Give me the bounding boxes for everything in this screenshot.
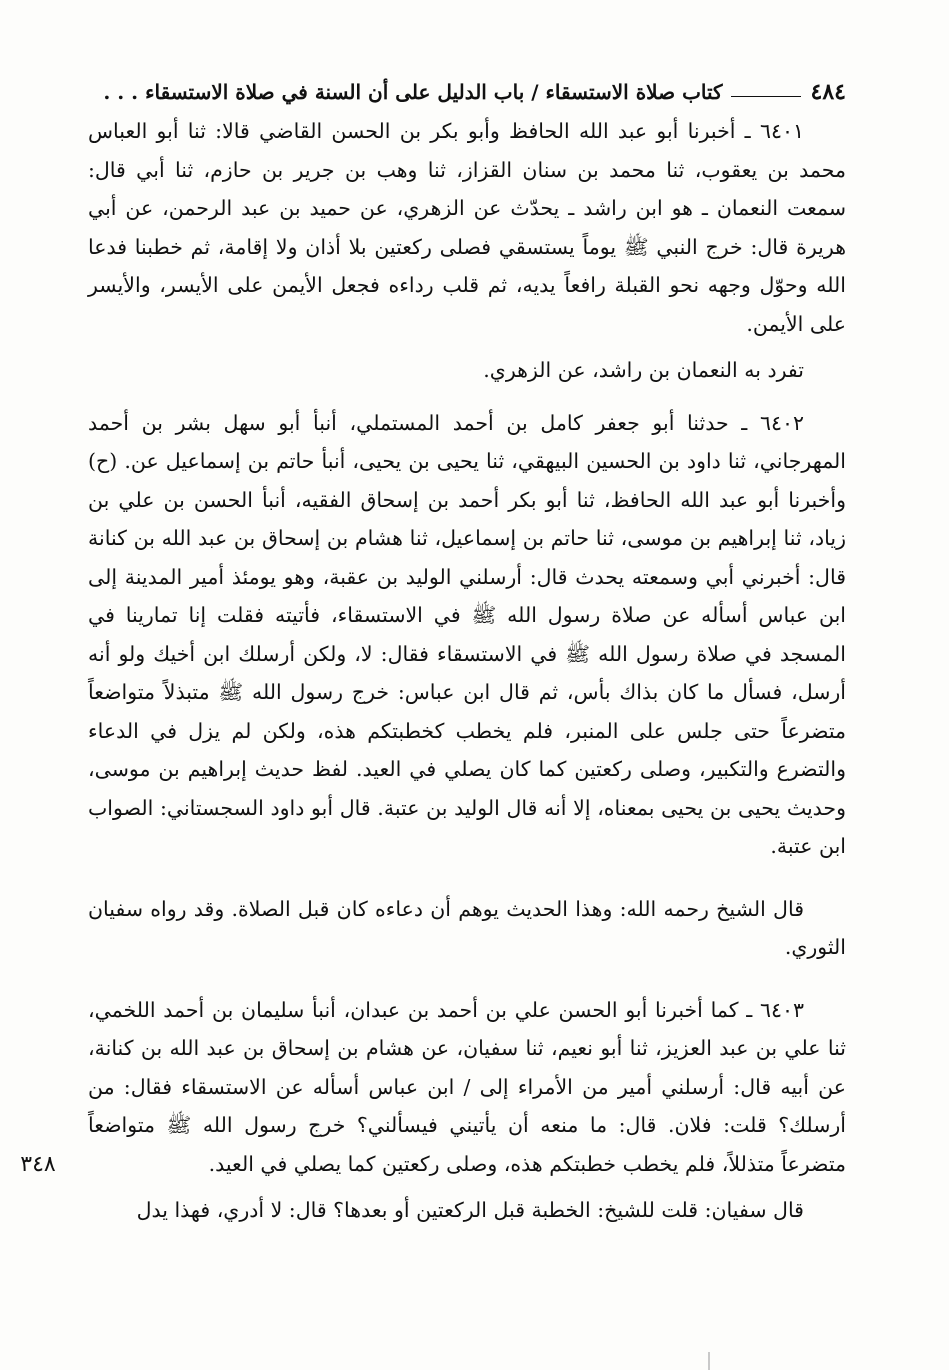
margin-page-reference: ٣٤٨ — [20, 1152, 56, 1177]
header-rule — [731, 96, 801, 97]
page-body — [88, 112, 846, 1230]
header-title: كتاب صلاة الاستسقاء / باب الدليل على أن السنة في صلاة الاستسقاء . . . — [103, 80, 723, 104]
hadith-6402: ٦٤٠٢ ـ حدثنا أبو جعفر كامل بن أحمد المستملي، أنبأ أبو سهل بشر بن أحمد المهرجاني، ثنا داود بن الحسين البيهقي، ثنا يحيى بن يحيى، أنبأ حاتم بن إسماعيل عن. (ح) وأخبرنا أبو عبد الله الحافظ، ثنا أبو بكر أحمد بن إسحاق الفقيه، أنبأ الحسن بن علي بن زياد، ثنا إبراهيم بن موسى، ثنا حاتم بن إسماعيل، ثنا هشام بن إسحاق بن عبد الله بن كنانة قال: أخبرني أبي وسمعته يحدث قال: أرسلني الوليد بن عقبة، وهو يومئذ أمير المدينة إلى ابن عباس أسأله عن صلاة رسول الله ﷺ في الاستسقاء، فأتيته فقلت إنا تمارينا في المسجد في صلاة رسول الله ﷺ في الاستسقاء فقال: لا، ولكن أرسلك ابن أخيك ولو أنه أرسل، فسأل ما كان بذاك بأس، ثم قال ابن عباس: خرج رسول الله ﷺ متبذلاً متواضعاً متضرعاً حتى جلس على المنبر، فلم يخطب كخطبتكم هذه، ولكن لم يزل في الدعاء والتضرع والتكبير، وصلى ركعتين كما كان يصلي في العيد. لفظ حديث إبراهيم بن موسى، وحديث يحيى بن يحيى بمعناه، إلا أنه قال الوليد بن عتبة. قال أبو داود السجستاني: الصواب ابن عتبة. — [88, 410, 846, 858]
sufyan-note: قال سفيان: قلت للشيخ: الخطبة قبل الركعتين أو بعدها؟ قال: لا أدري، فهذا يدل — [136, 1198, 804, 1222]
sheikh-comment: قال الشيخ رحمه الله: وهذا الحديث يوهم أن دعاءه كان قبل الصلاة. وقد رواه سفيان الثوري. — [88, 896, 846, 959]
scan-artifact — [708, 1352, 710, 1370]
note-tafarrud: تفرد به النعمان بن راشد، عن الزهري. — [483, 358, 804, 382]
page-number: ٤٨٤ — [810, 79, 846, 105]
hadith-6401: ٦٤٠١ ـ أخبرنا أبو عبد الله الحافظ وأبو بكر بن الحسن القاضي قالا: ثنا أبو العباس محمد بن يعقوب، ثنا محمد بن سنان القزاز، ثنا وهب بن جرير بن حازم، ثنا أبي قال: سمعت النعمان ـ هو ابن راشد ـ يحدّث عن الزهري، عن حميد بن عبد الرحمن، عن أبي هريرة قال: خرج النبي ﷺ يوماً يستسقي فصلى ركعتين بلا أذان ولا إقامة، ثم خطبنا فدعا الله وحوّل وجهه نحو القبلة رافعاً يديه، ثم قلب رداءه فجعل الأيمن على الأيسر، والأيسر على الأيمن. — [88, 119, 846, 336]
running-header — [86, 74, 846, 110]
hadith-6403: ٦٤٠٣ ـ كما أخبرنا أبو الحسن علي بن أحمد بن عبدان، أنبأ سليمان بن أحمد اللخمي، ثنا علي بن عبد العزيز، ثنا أبو نعيم، ثنا سفيان، عن هشام بن إسحاق بن عبد الله بن كنانة، عن أبيه قال: أرسلني أمير من الأمراء إلى / ابن عباس أسأله عن الاستسقاء فقال: من أرسلك؟ قلت: فلان. قال: ما منعه أن يأتيني فيسألني؟ خرج رسول الله ﷺ متواضعاً متضرعاً متذللاً، فلم يخطب خطبتكم هذه، وصلى ركعتين كما يصلي في العيد. — [88, 997, 846, 1176]
